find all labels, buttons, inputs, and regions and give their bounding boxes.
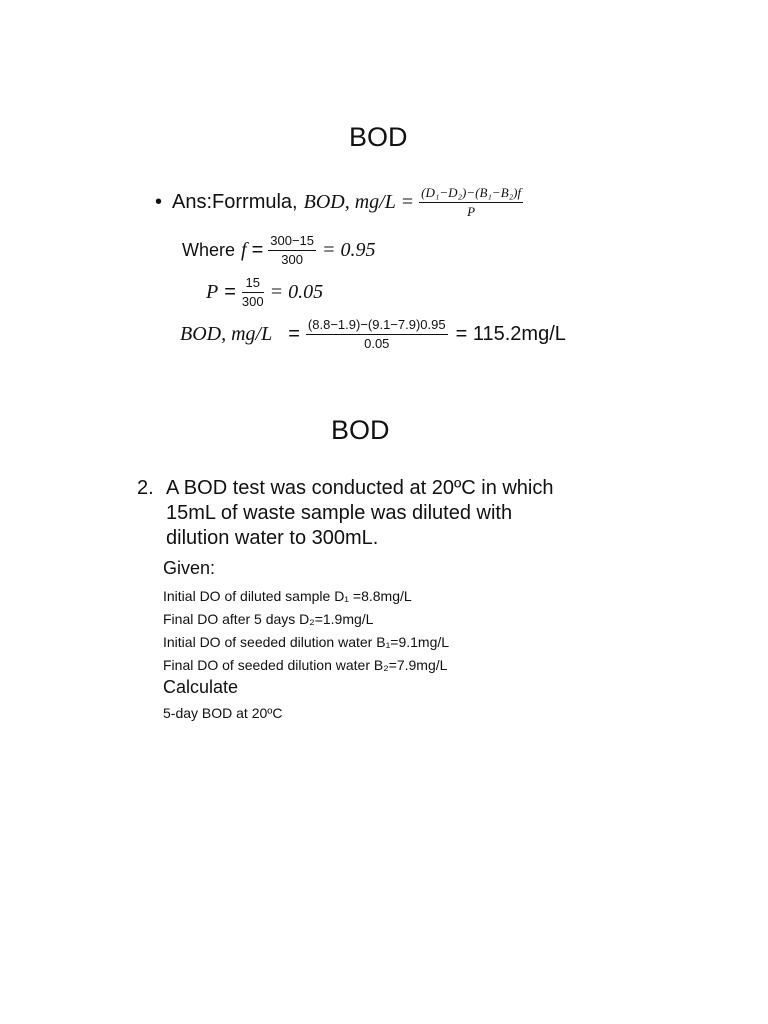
calculate-item: 5-day BOD at 20ºC bbox=[163, 705, 283, 721]
bod-calc-result: = 115.2mg/L bbox=[455, 323, 566, 346]
bod-label: BOD, mg/L bbox=[303, 191, 396, 214]
question-line: 15mL of waste sample was diluted with bbox=[166, 502, 513, 524]
formula-line bbox=[155, 186, 523, 220]
section2-title: BOD bbox=[331, 415, 390, 445]
p-equals-sign: = bbox=[224, 281, 236, 304]
bod-calc-equals-sign: = bbox=[288, 323, 300, 346]
section1-title: BOD bbox=[349, 122, 408, 152]
given-list bbox=[163, 585, 449, 677]
f-denominator: 300 bbox=[281, 251, 303, 267]
given-label: Given: bbox=[163, 558, 216, 578]
given-item: Initial DO of diluted sample D₁ =8.8mg/L bbox=[163, 588, 412, 604]
p-fraction bbox=[242, 276, 264, 310]
question-line: dilution water to 300mL. bbox=[166, 527, 379, 549]
where-label: Where bbox=[182, 240, 236, 261]
f-numerator: 300−15 bbox=[268, 234, 316, 251]
p-numerator: 15 bbox=[242, 276, 264, 293]
bod-calc-denominator: 0.05 bbox=[364, 335, 390, 351]
bod-calc-line bbox=[180, 318, 566, 352]
f-result: = 0.95 bbox=[322, 239, 376, 262]
bod-formula-fraction bbox=[419, 186, 523, 220]
question-number: 2. bbox=[137, 477, 154, 499]
f-line bbox=[182, 234, 376, 268]
calculate-label: Calculate bbox=[163, 677, 239, 697]
f-fraction bbox=[268, 234, 316, 268]
given-item: Final DO after 5 days D₂=1.9mg/L bbox=[163, 611, 374, 627]
f-symbol: f bbox=[241, 239, 247, 262]
p-symbol: P bbox=[206, 281, 219, 304]
answer-prefix: Ans:Forrmula, bbox=[172, 191, 298, 214]
question-line: A BOD test was conducted at 20ºC in which bbox=[166, 477, 554, 499]
given-item: Final DO of seeded dilution water B₂=7.9mg/L bbox=[163, 657, 448, 673]
bullet: • bbox=[155, 191, 163, 214]
bod-calc-fraction bbox=[306, 318, 448, 352]
formula-numerator: (D₁−D₂)−(B₁−B₂)f bbox=[419, 186, 523, 203]
p-result: = 0.05 bbox=[269, 281, 324, 304]
equals-sign: = bbox=[401, 191, 414, 214]
bod-calc-numerator: (8.8−1.9)−(9.1−7.9)0.95 bbox=[306, 318, 448, 335]
p-denominator: 300 bbox=[241, 293, 264, 309]
given-item: Initial DO of seeded dilution water B₁=9.1mg/L bbox=[163, 634, 450, 650]
bod-calc-label: BOD, mg/L bbox=[180, 323, 273, 346]
question-text bbox=[166, 476, 554, 551]
formula-denominator: P bbox=[467, 203, 476, 219]
f-equals-sign: = bbox=[251, 239, 264, 262]
p-line bbox=[206, 276, 323, 310]
